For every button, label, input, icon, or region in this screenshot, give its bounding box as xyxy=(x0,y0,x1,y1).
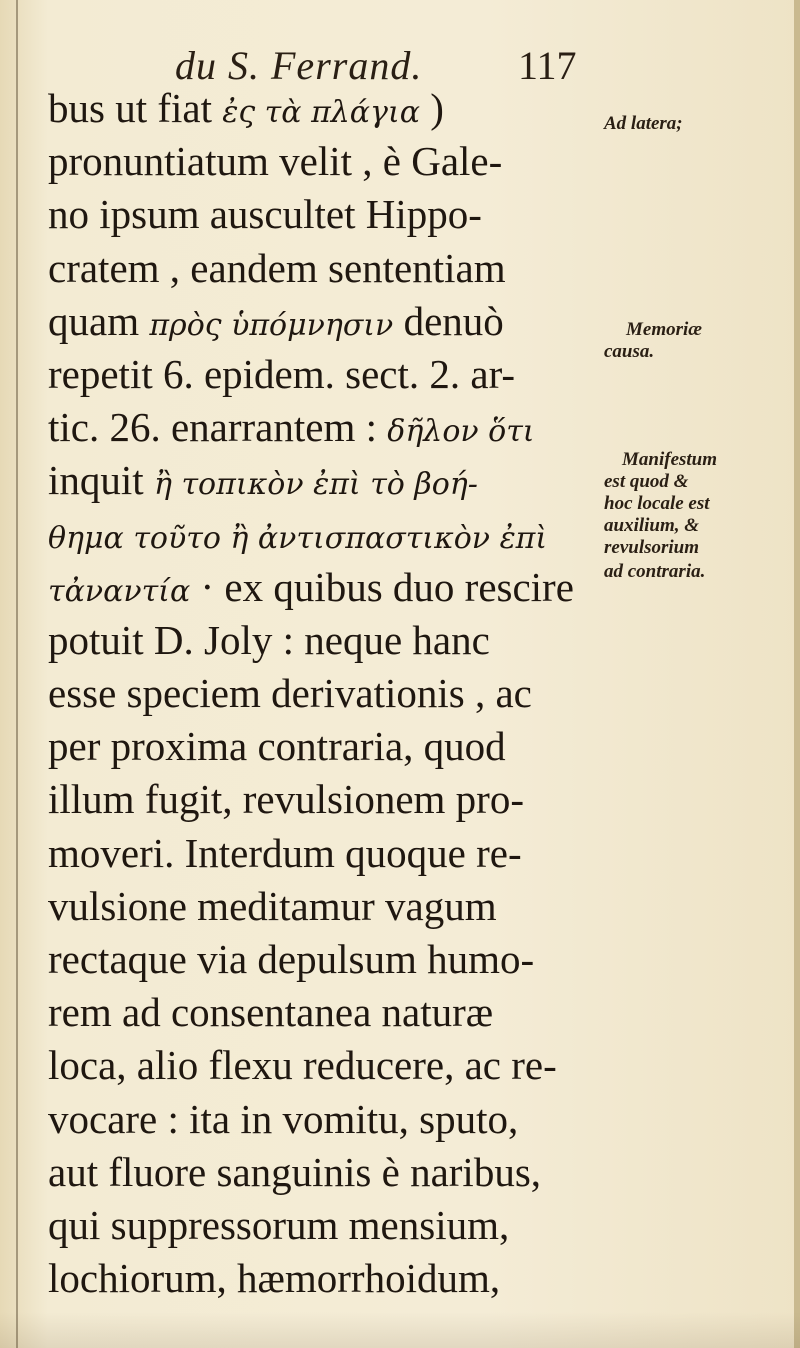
body-text xyxy=(48,82,608,1305)
greek-text: δῆλον ὅτι xyxy=(387,414,535,450)
gutter-line xyxy=(16,0,18,1348)
latin-text: potuit D. Joly : neque hanc xyxy=(48,616,490,663)
greek-text: θημα τοῦτο ἢ ἀντισπαστικὸν ἐπὶ xyxy=(48,520,548,556)
text-line xyxy=(48,1199,608,1252)
text-line xyxy=(48,1146,608,1199)
latin-text: loca, alio flexu reducere, ac re- xyxy=(48,1042,557,1089)
margin-note: Manifestum xyxy=(622,449,718,470)
page-number: 117 xyxy=(518,43,577,88)
latin-text: vocare : ita in vomitu, sputo, xyxy=(48,1095,519,1142)
latin-text: no ipsum auscultet Hippo- xyxy=(48,191,482,238)
latin-text: per proxima contraria, quod xyxy=(48,723,506,770)
latin-text: rem ad consentanea naturæ xyxy=(48,989,494,1036)
page-shadow xyxy=(0,1312,800,1348)
latin-text: esse speciem derivationis , ac xyxy=(48,670,532,717)
text-line xyxy=(48,1252,608,1305)
greek-text: πρὸς ὑπόμνησιν xyxy=(149,307,394,343)
greek-text: τἀναντία xyxy=(48,573,191,609)
latin-text: quam xyxy=(48,297,150,344)
latin-text: denuò xyxy=(393,297,504,344)
text-line xyxy=(48,348,608,401)
text-line xyxy=(48,1093,608,1146)
margin-note: ad contraria. xyxy=(604,561,706,582)
text-line xyxy=(48,986,608,1039)
text-line xyxy=(48,720,608,773)
text-line xyxy=(48,295,608,348)
latin-text: tic. 26. enarrantem : xyxy=(48,404,388,451)
margin-note: Ad latera; xyxy=(604,113,683,134)
latin-text: pronuntiatum velit , è Gale- xyxy=(48,138,503,185)
text-line xyxy=(48,401,608,454)
text-line xyxy=(48,242,608,295)
text-line xyxy=(48,880,608,933)
text-line xyxy=(48,188,608,241)
latin-text: bus ut fiat xyxy=(48,85,223,131)
latin-text: moveri. Interdum quoque re- xyxy=(48,829,522,876)
latin-text: inquit xyxy=(48,457,154,504)
text-line xyxy=(48,614,608,667)
text-line xyxy=(48,561,608,614)
margin-note: revulsorium xyxy=(604,537,700,558)
text-line xyxy=(48,827,608,880)
text-line xyxy=(48,773,608,826)
page-edge xyxy=(794,0,800,1348)
latin-text: lochiorum, hæmorrhoidum, xyxy=(48,1255,501,1302)
text-line xyxy=(48,135,608,188)
latin-text: qui suppressorum mensium, xyxy=(48,1201,510,1248)
greek-text: ἢ τοπικὸν ἐπὶ τὸ βοή- xyxy=(153,467,478,503)
text-line xyxy=(48,933,608,986)
text-line xyxy=(48,454,608,507)
latin-text: rectaque via depulsum humo- xyxy=(48,936,535,982)
margin-note: auxilium, & xyxy=(604,515,700,536)
latin-text: · ex quibus duo rescire xyxy=(190,563,574,610)
latin-text: illum fugit, revulsionem pro- xyxy=(48,776,524,823)
margin-note: causa. xyxy=(604,341,655,362)
latin-text: ) xyxy=(420,85,444,131)
latin-text: cratem , eandem sententiam xyxy=(48,244,506,291)
latin-text: repetit 6. epidem. sect. 2. ar- xyxy=(48,350,516,397)
text-line xyxy=(48,82,608,135)
latin-text: vulsione meditamur vagum xyxy=(48,882,497,929)
text-line xyxy=(48,1039,608,1092)
margin-note: Memoriæ xyxy=(626,319,702,340)
running-head: du S. Ferrand. xyxy=(175,43,423,88)
margin-note: est quod & xyxy=(604,471,689,492)
text-line xyxy=(48,508,608,561)
latin-text: aut fluore sanguinis è naribus, xyxy=(48,1148,542,1195)
text-line xyxy=(48,667,608,720)
margin-note: hoc locale est xyxy=(604,493,710,514)
greek-text: ἐς τὰ πλάγια xyxy=(222,95,421,130)
